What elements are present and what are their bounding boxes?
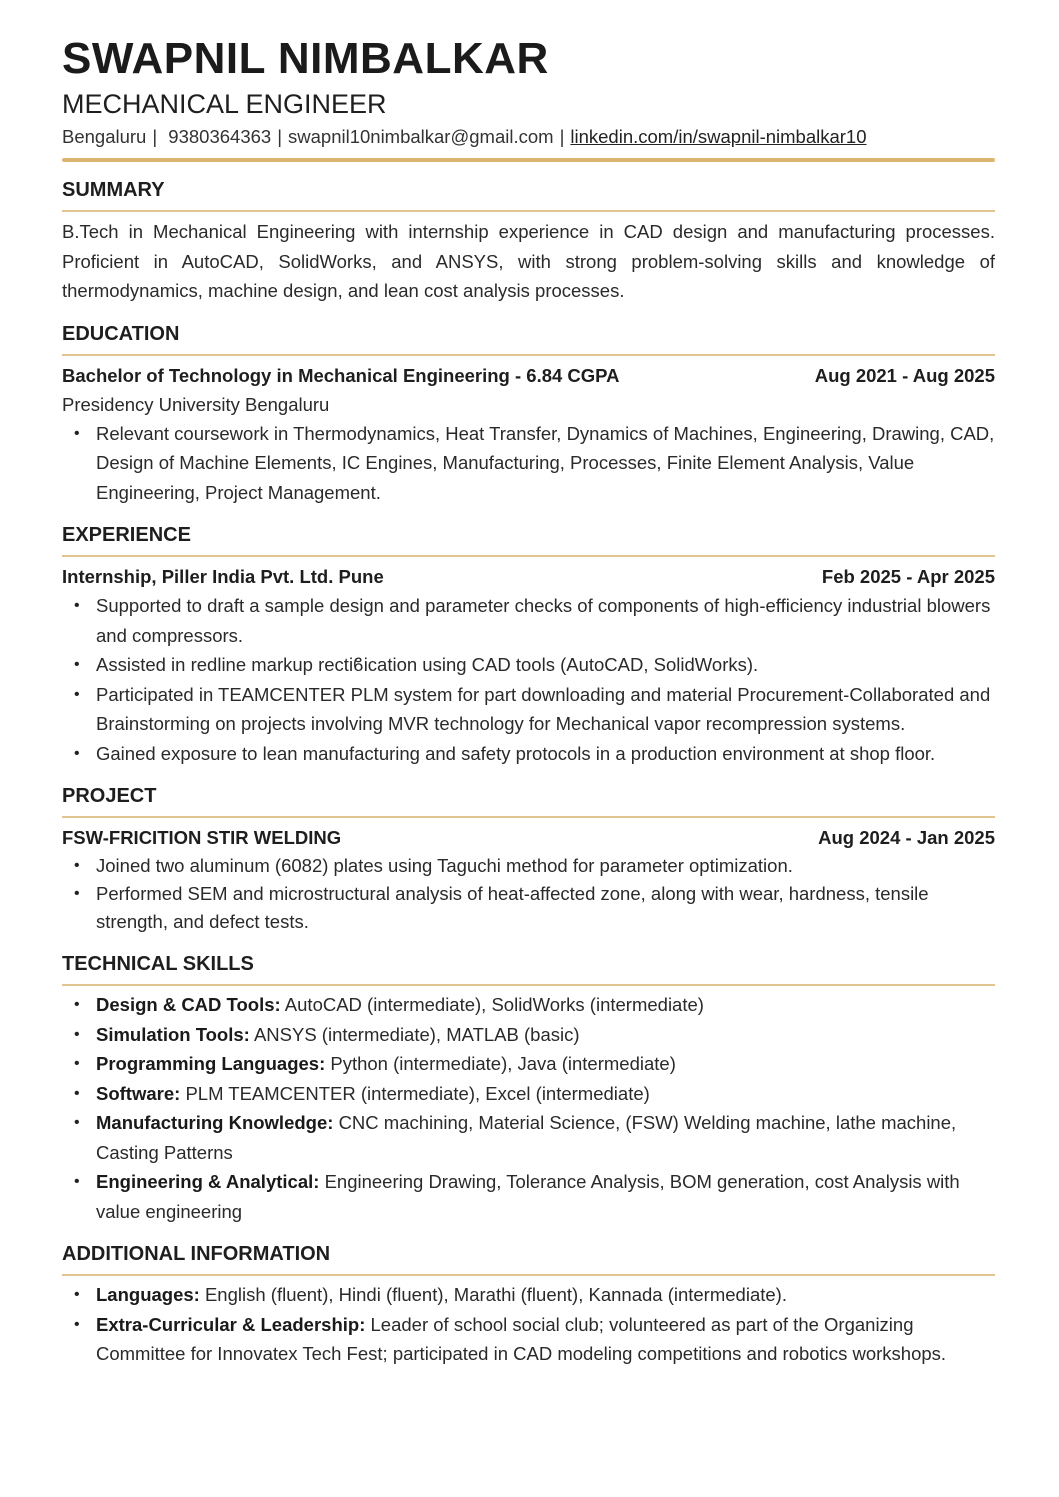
skill-label: Programming Languages: xyxy=(96,1053,326,1074)
linkedin-link[interactable]: linkedin.com/in/swapnil-nimbalkar10 xyxy=(570,126,867,147)
header-divider xyxy=(62,158,995,162)
email: swapnil10nimbalkar@gmail.com xyxy=(288,126,554,147)
degree: Bachelor of Technology in Mechanical Engineering - 6.84 CGPA xyxy=(62,364,620,386)
skill-label: Engineering & Analytical: xyxy=(96,1171,320,1192)
skill-value: Python (intermediate), Java (intermediate) xyxy=(330,1053,676,1074)
phone: 9380364363 xyxy=(168,126,272,147)
summary-section xyxy=(62,176,995,306)
location: Bengaluru xyxy=(62,126,147,147)
skill-item xyxy=(96,1108,995,1167)
list-item: • Supported to draft a sample design and parameter checks of components of high-efficiency industrial blowers and compressors. xyxy=(96,591,995,650)
info-value: Leader of school social club; volunteered as part of the Organizing Committee for Innovatex Tech Fest; participated in CAD modeling competitions and robotics workshops. xyxy=(96,1313,947,1364)
education-section xyxy=(62,320,995,508)
info-label: Extra-Curricular & Leadership: xyxy=(96,1313,366,1335)
list-item: • Gained exposure to lean manufacturing and safety protocols in a production environment at shop floor. xyxy=(96,739,995,769)
section-heading: ADDITIONAL INFORMATION xyxy=(62,1240,995,1276)
skill-value: Engineering Drawing, Tolerance Analysis, BOM generation, cost Analysis with value engineering xyxy=(96,1171,960,1222)
project-entry-header xyxy=(62,823,995,852)
summary-text: B.Tech in Mechanical Engineering with internship experience in CAD design and manufacturing processes. Proficient in AutoCAD, SolidWorks, and ANSYS, with strong problem-solving skills and knowledge of thermodynamics, machine design, and lean cost analysis processes. xyxy=(62,221,995,301)
list-item: • Participated in TEAMCENTER PLM system for part downloading and material Procurement-Collaborated and Brainstorming on projects involving MVR technology for Mechanical vapor recompression systems. xyxy=(96,680,995,739)
skill-label: Simulation Tools: xyxy=(96,1023,250,1045)
skill-label: Design & CAD Tools: xyxy=(96,994,281,1015)
info-value: English (fluent), Hindi (fluent), Marathi (fluent), Kannada (intermediate). xyxy=(204,1284,787,1305)
skill-item xyxy=(96,1167,995,1226)
experience-dates: Feb 2025 - Apr 2025 xyxy=(821,566,995,587)
skill-item xyxy=(96,1079,995,1109)
resume-header xyxy=(62,30,995,162)
additional-info-section xyxy=(62,1240,995,1369)
skill-item xyxy=(96,1020,995,1050)
role: Internship, Piller India Pvt. Ltd. Pune xyxy=(62,566,384,587)
skill-label: Manufacturing Knowledge: xyxy=(96,1112,334,1133)
education-entry-header xyxy=(62,361,995,390)
skill-value: ANSYS (intermediate), MATLAB (basic) xyxy=(253,1023,580,1045)
skill-label: Software: xyxy=(96,1082,181,1104)
institution: Presidency University Bengaluru xyxy=(62,393,330,415)
contact-line xyxy=(62,124,995,150)
section-heading: SUMMARY xyxy=(62,176,995,212)
info-item xyxy=(96,1310,995,1369)
experience-entry-header xyxy=(62,562,995,591)
experience-bullets xyxy=(62,591,995,768)
skill-item xyxy=(96,1049,995,1079)
list-item: • Joined two aluminum (6082) plates using Taguchi method for parameter optimization. xyxy=(96,852,995,880)
section-heading: TECHNICAL SKILLS xyxy=(62,950,995,986)
list-item: • Performed SEM and microstructural analysis of heat-affected zone, along with wear, hardness, tensile strength, and defect tests. xyxy=(96,880,995,936)
info-item xyxy=(96,1280,995,1310)
separator: | xyxy=(152,126,158,147)
resume-page xyxy=(62,30,995,1369)
skill-value: PLM TEAMCENTER (intermediate), Excel (intermediate) xyxy=(185,1082,650,1104)
experience-section xyxy=(62,521,995,768)
project-bullets xyxy=(62,852,995,936)
separator: | xyxy=(559,126,565,147)
list-item: • Assisted in redline markup rectiϐication using CAD tools (AutoCAD, SolidWorks). xyxy=(96,650,995,680)
project-section xyxy=(62,782,995,936)
separator: | xyxy=(277,126,282,147)
project-dates: Aug 2024 - Jan 2025 xyxy=(818,827,995,848)
additional-info-list xyxy=(62,1280,995,1369)
skill-item xyxy=(96,990,995,1020)
section-heading: PROJECT xyxy=(62,782,995,818)
skill-value: CNC machining, Material Science, (FSW) Welding machine, lathe machine, Casting Patterns xyxy=(96,1112,957,1163)
education-bullets xyxy=(62,419,995,508)
candidate-title: MECHANICAL ENGINEER xyxy=(62,89,387,119)
skills-list xyxy=(62,990,995,1226)
info-label: Languages: xyxy=(96,1284,200,1305)
section-heading: EXPERIENCE xyxy=(62,521,995,557)
skill-value: AutoCAD (intermediate), SolidWorks (intermediate) xyxy=(284,994,704,1015)
project-name: FSW-FRICITION STIR WELDING xyxy=(62,827,342,848)
section-heading: EDUCATION xyxy=(62,320,995,356)
list-item: • Relevant coursework in Thermodynamics, Heat Transfer, Dynamics of Machines, Engineering, Drawing, CAD, Design of Machine Elements, IC Engines, Manufacturing, Processes, Finite Element Analysis, Value Engineering, Project Management. xyxy=(96,419,995,508)
candidate-name: SWAPNIL NIMBALKAR xyxy=(62,34,549,83)
skills-section xyxy=(62,950,995,1226)
education-dates: Aug 2021 - Aug 2025 xyxy=(814,364,995,386)
